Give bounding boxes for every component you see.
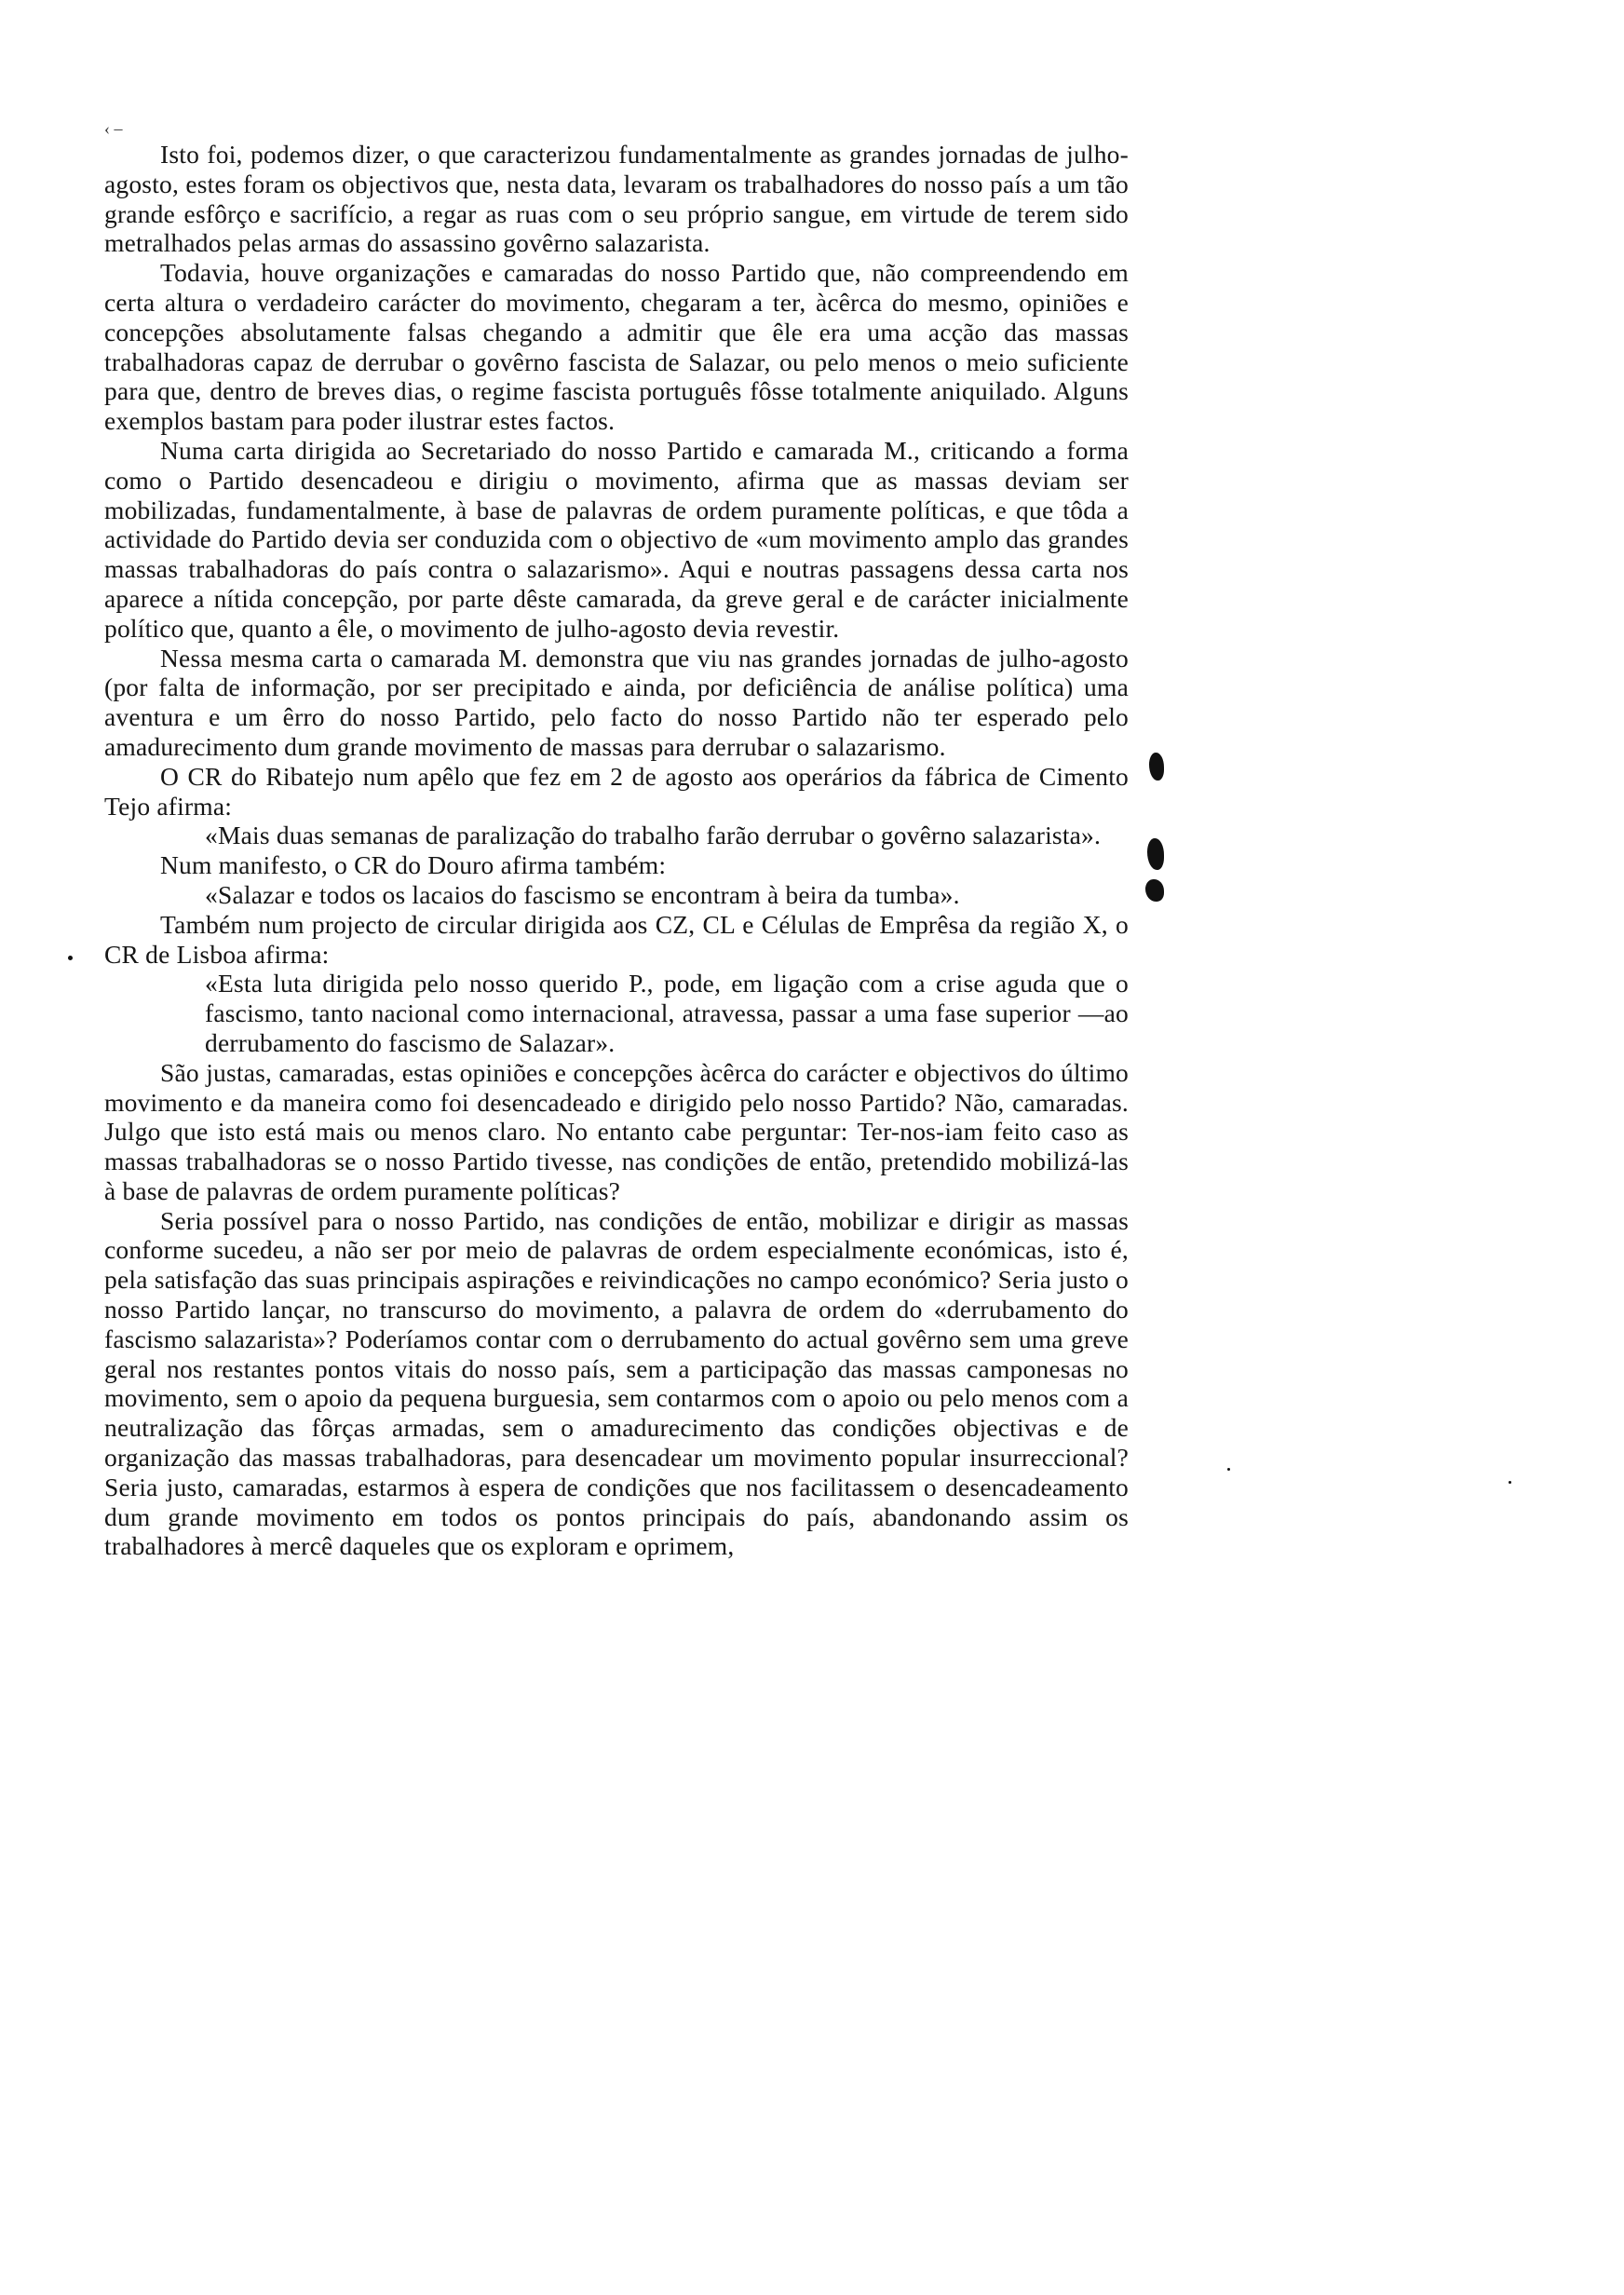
paragraph: O CR do Ribatejo num apêlo que fez em 2 de agosto aos operários da fábrica de Cimento Tejo afirma: bbox=[104, 761, 1129, 821]
corner-mark: ‹ – bbox=[104, 119, 123, 138]
paragraph: São justas, camaradas, estas opiniões e concepções àcêrca do carácter e objectivos do último movimento e da maneira como foi desencadeado e dirigido pelo nosso Partido? Não, camaradas. Julgo que isto está mais ou menos claro. No entanto cabe perguntar: Ter-nos-iam feito caso as massas trabalhadoras se o nosso Partido tivesse, nas condições de então, pretendido mobilizá-las à base de palavras de ordem puramente políticas? bbox=[104, 1057, 1129, 1205]
paragraph: Todavia, houve organizações e camaradas do nosso Partido que, não compreendendo em certa altura o verdadeiro carácter do movimento, chegaram a ter, àcêrca do mesmo, opiniões e concepções absolutamente falsas chegando a admitir que êle era uma acção das massas trabalhadoras capaz de derrubar o govêrno fascista de Salazar, ou pelo menos o meio suficiente para que, dentro de breves dias, o regime fascista português fôsse totalmente aniquilado. Alguns exemplos bastam para poder ilustrar estes factos. bbox=[104, 258, 1129, 436]
paragraph: Isto foi, podemos dizer, o que caracterizou fundamentalmente as grandes jornadas de julho-agosto, estes foram os objectivos que, nesta data, levaram os trabalhadores do nosso país a um tão grande esfôrço e sacrifício, a regar as ruas com o seu próprio sangue, em virtude de terem sido metralhados pelas armas do assassino govêrno salazarista. bbox=[104, 140, 1129, 258]
block-quote: «Esta luta dirigida pelo nosso querido P., pode, em ligação com a crise aguda que o fascismo, tanto nacional como internacional, atravessa, passar a uma fase superior —ao derrubamento do fascismo de Salazar». bbox=[205, 969, 1129, 1057]
paragraph: Num manifesto, o CR do Douro afirma também: bbox=[160, 850, 667, 880]
paragraph: Também num projecto de circular dirigida aos CZ, CL e Células de Emprêsa da região X, o CR de Lisboa afirma: bbox=[104, 909, 1129, 969]
ink-dot bbox=[1227, 1468, 1230, 1471]
block-quote: «Mais duas semanas de paralização do trabalho farão derrubar o govêrno salazarista». bbox=[205, 821, 1102, 850]
document-body bbox=[104, 140, 1129, 1561]
ink-blot bbox=[1147, 838, 1164, 870]
paragraph: Numa carta dirigida ao Secretariado do nosso Partido e camarada M., criticando a forma como o Partido desencadeou e dirigiu o movimento, afirma que as massas deviam ser mobilizadas, fundamentalmente, à base de palavras de ordem puramente políticas, e que tôda a actividade do Partido devia ser conduzida com o objectivo de «um movimento amplo das grandes massas trabalhadoras do país contra o salazarismo». Aqui e noutras passagens dessa carta nos aparece a nítida concepção, por parte dêste camarada, da greve geral e de carácter inicialmente político que, quanto a êle, o movimento de julho-agosto devia revestir. bbox=[104, 435, 1129, 643]
paragraph: Seria possível para o nosso Partido, nas condições de então, mobilizar e dirigir as massas conforme sucedeu, a não ser por meio de palavras de ordem especialmente económicas, isto é, pela satisfação das suas principais aspirações e reivindicações no campo económico? Seria justo o nosso Partido lançar, no transcurso do movimento, a palavra de ordem do «derrubamento do fascismo salazarista»? Poderíamos contar com o derrubamento do actual govêrno sem uma greve geral nos restantes pontos vitais do nosso país, sem a participação das massas camponesas no movimento, sem o apoio da pequena burguesia, sem contarmos com o apoio ou pelo menos com a neutralização das fôrças armadas, sem o amadurecimento das condições objectivas e de organização das massas trabalhadoras, para desencadear um movimento popular insurreccional? Seria justo, camaradas, estarmos à espera de condições que nos facilitassem o desencadeamento dum grande movimento em todos os pontos principais do país, abandonando assim os trabalhadores à mercê daqueles que os exploram e oprimem, bbox=[104, 1205, 1129, 1561]
ink-dot bbox=[68, 956, 73, 960]
paragraph: Nessa mesma carta o camarada M. demonstra que viu nas grandes jornadas de julho-agosto (por falta de informação, por ser precipitado e ainda, por deficiência de análise política) uma aventura e um êrro do nosso Partido, pelo facto do nosso Partido não ter esperado pelo amadurecimento dum grande movimento de massas para derrubar o salazarismo. bbox=[104, 643, 1129, 761]
ink-blot bbox=[1145, 879, 1164, 902]
ink-blot bbox=[1149, 753, 1164, 781]
block-quote: «Salazar e todos os lacaios do fascismo se encontram à beira da tumba». bbox=[205, 879, 960, 909]
ink-dot bbox=[1509, 1481, 1511, 1484]
